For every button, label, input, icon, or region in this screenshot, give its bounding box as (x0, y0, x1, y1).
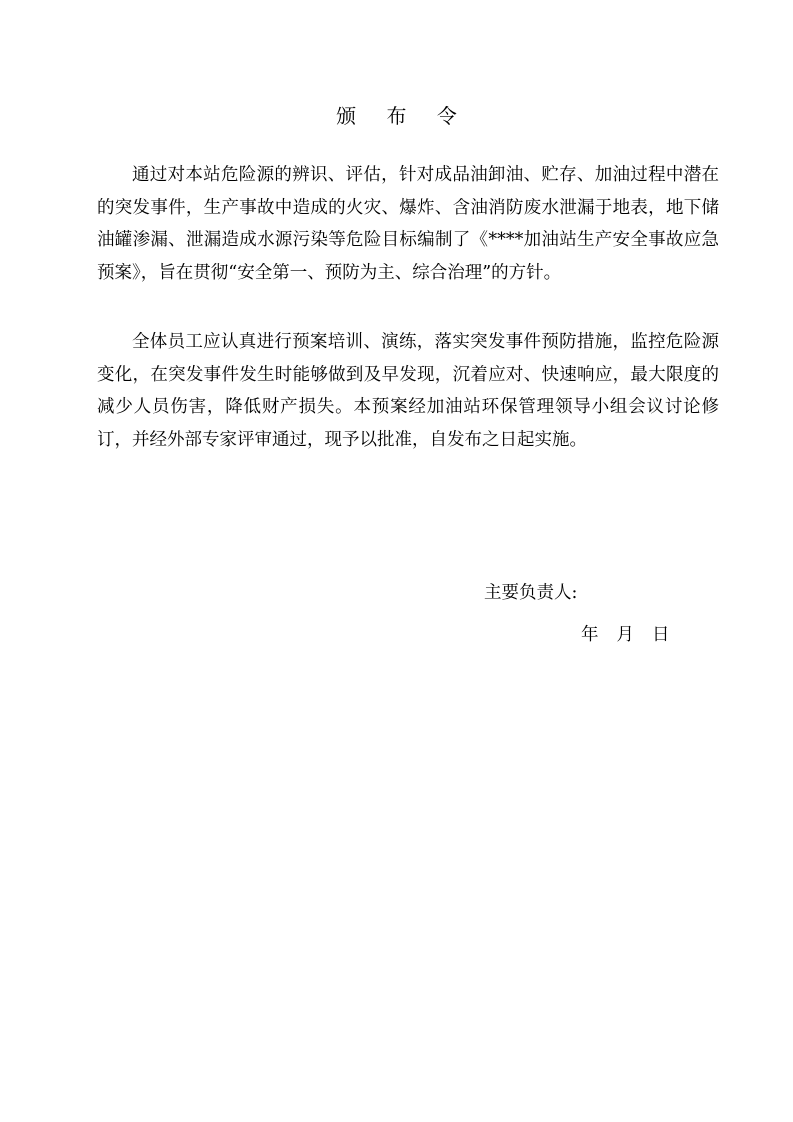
paragraph-implementation: 全体员工应认真进行预案培训、演练，落实突发事件预防措施，监控危险源变化，在突发事件发生时能够做到及早发现，沉着应对、快速响应，最大限度的减少人员伤害，降低财产损失。本预案经加油站环保管理领导小组会议讨论修订，并经外部专家评审通过，现予以批准，自发布之日起实施。 (97, 332, 719, 450)
date-month-label: 月 (616, 625, 634, 645)
signature-date (581, 619, 670, 651)
paragraph-purpose: 通过对本站危险源的辨识、评估，针对成品油卸油、贮存、加油过程中潜在的突发事件，生产事故中造成的火灾、爆炸、含油消防废水泄漏于地表，地下储油罐渗漏、泄漏造成水源污染等危险目标编制了《****加油站生产安全事故应急预案》，旨在贯彻“安全第一、预防为主、综合治理”的方针。 (97, 165, 719, 283)
date-year-label: 年 (581, 625, 599, 645)
document-title: 颁 布 令 (336, 104, 469, 128)
responsible-person-label: 主要负责人: (484, 583, 578, 603)
date-day-label: 日 (652, 625, 670, 645)
